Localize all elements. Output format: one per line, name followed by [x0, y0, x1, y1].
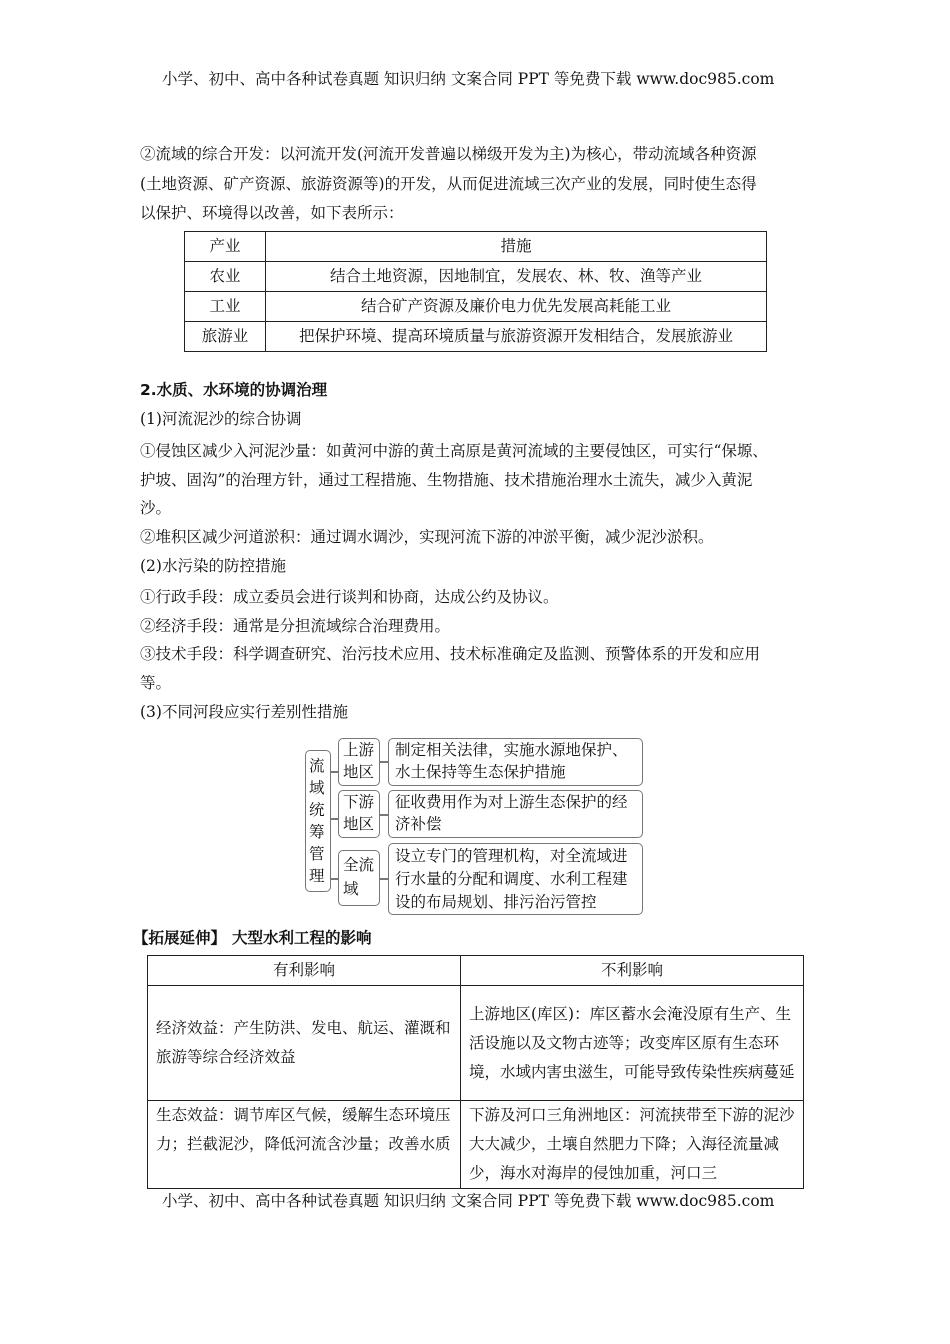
header-cell: 有利影响: [148, 956, 461, 986]
industry-table: [184, 231, 767, 352]
paragraph-line: (3)不同河段应实行差别性措施: [140, 703, 348, 721]
table-cell: 上游地区(库区)：库区蓄水会淹没原有生产、生活设施以及文物古迹等；改变库区原有生态环境，水域内害虫滋生，可能导致传染性疾病蔓延: [461, 986, 804, 1101]
impact-table: [147, 955, 804, 1189]
table-cell: 旅游业: [185, 322, 266, 352]
paragraph-line: (1)河流泥沙的综合协调: [140, 410, 302, 428]
paragraph-line: ②流域的综合开发：以河流开发(河流开发普遍以梯级开发为主)为核心，带动流域各种资源: [140, 145, 757, 163]
section-title: 2.水质、水环境的协调治理: [140, 381, 328, 399]
paragraph-line: 护坡、固沟”的治理方针，通过工程措施、生物措施、技术措施治理水土流失，减少入黄泥: [140, 471, 753, 489]
table-cell: 把保护环境、提高环境质量与旅游资源开发相结合，发展旅游业: [266, 322, 767, 352]
diagram-branch-label: 上游地区: [338, 738, 380, 786]
paragraph-line: 等。: [140, 674, 172, 692]
diagram-root: 流域统筹管理: [305, 750, 331, 892]
paragraph-line: (2)水污染的防控措施: [140, 557, 286, 575]
header-cell: 产业: [185, 232, 266, 262]
paragraph-line: 以保护、环境得以改善，如下表所示：: [140, 204, 404, 222]
table-cell: 结合矿产资源及廉价电力优先发展高耗能工业: [266, 292, 767, 322]
paragraph-line: ②经济手段：通常是分担流域综合治理费用。: [140, 617, 451, 635]
diagram-branch-label: 下游地区: [338, 790, 380, 838]
paragraph-line: ②堆积区减少河道淤积：通过调水调沙，实现河流下游的冲淤平衡，减少泥沙淤积。: [140, 528, 714, 546]
table-cell: 生态效益：调节库区气候，缓解生态环境压力；拦截泥沙，降低河流含沙量；改善水质: [148, 1101, 461, 1189]
paragraph-line: ③技术手段：科学调查研究、治污技术应用、技术标准确定及监测、预警体系的开发和应用: [140, 645, 761, 663]
page-footer: 小学、初中、高中各种试卷真题 知识归纳 文案合同 PPT 等免费下载 www.doc985.com: [162, 1192, 775, 1210]
paragraph-line: 沙。: [140, 499, 172, 517]
paragraph-line: ①侵蚀区减少入河泥沙量：如黄河中游的黄土高原是黄河流域的主要侵蚀区，可实行“保塬、: [140, 442, 768, 460]
extension-tag: 【拓展延伸】: [133, 929, 227, 947]
table-cell: 结合土地资源，因地制宜，发展农、林、牧、渔等产业: [266, 262, 767, 292]
table-cell: 农业: [185, 262, 266, 292]
table-cell: 工业: [185, 292, 266, 322]
table-cell: 下游及河口三角洲地区：河流挟带至下游的泥沙大大减少，土壤自然肥力下降；入海径流量减少，海水对海岸的侵蚀加重，河口三: [461, 1101, 804, 1189]
paragraph-line: (土地资源、矿产资源、旅游资源等)的开发，从而促进流域三次产业的发展，同时使生态得: [140, 175, 757, 193]
page-header: 小学、初中、高中各种试卷真题 知识归纳 文案合同 PPT 等免费下载 www.doc985.com: [162, 70, 775, 88]
diagram-branch-text: 设立专门的管理机构，对全流域进行水量的分配和调度、水利工程建设的布局规划、排污治污管控: [388, 843, 643, 915]
diagram-branch-text: 征收费用作为对上游生态保护的经济补偿: [388, 790, 643, 838]
paragraph-line: ①行政手段：成立委员会进行谈判和协商，达成公约及协议。: [140, 588, 559, 606]
header-cell: 不利影响: [461, 956, 804, 986]
diagram-branch-label: 全流域: [338, 850, 380, 906]
table-cell: 经济效益：产生防洪、发电、航运、灌溉和旅游等综合经济效益: [148, 986, 461, 1101]
diagram-branch-text: 制定相关法律，实施水源地保护、水土保持等生态保护措施: [388, 738, 643, 786]
header-cell: 措施: [266, 232, 767, 262]
extension-title: 大型水利工程的影响: [232, 929, 372, 947]
